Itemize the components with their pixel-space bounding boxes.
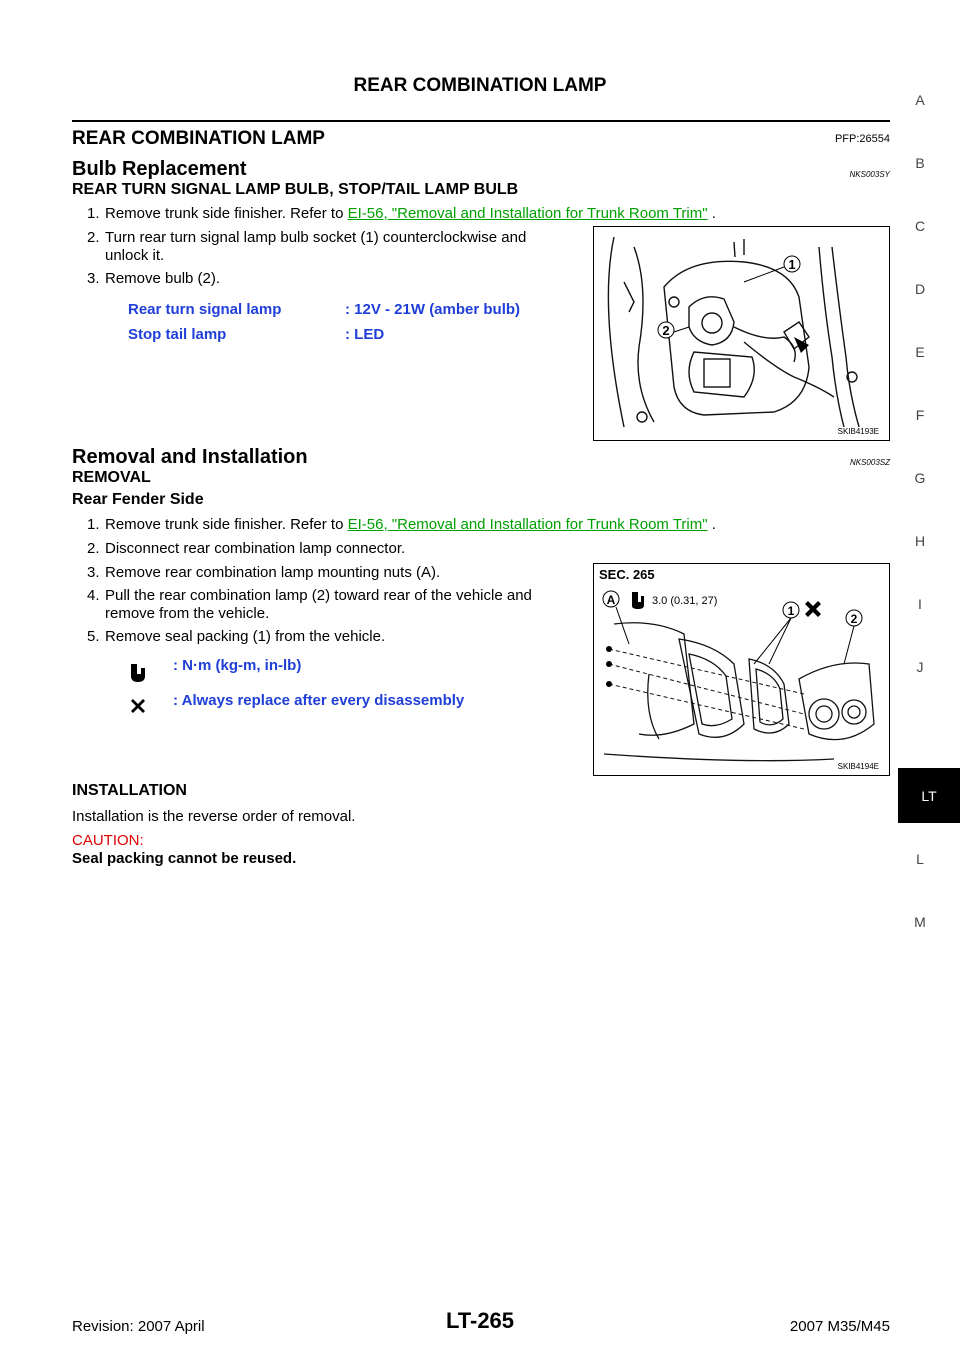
step-end: . xyxy=(711,516,716,533)
step-text: Remove rear combination lamp mounting nuts (A). xyxy=(105,564,441,581)
index-tab-lt-active[interactable]: LT xyxy=(898,768,960,823)
callout-1: 1 xyxy=(787,604,795,618)
removal-subtitle: REMOVAL xyxy=(72,469,151,486)
step-number: 3. xyxy=(87,564,100,581)
step-end: . xyxy=(711,205,716,222)
lamp-removal-illustration xyxy=(594,564,889,775)
bulb-step-1 xyxy=(87,205,827,223)
index-letter-c[interactable]: C xyxy=(914,218,926,234)
running-header: REAR COMBINATION LAMP xyxy=(353,75,607,96)
legend-replace-text: : Always replace after every disassembly xyxy=(173,692,465,709)
step-number: 1. xyxy=(87,516,100,533)
index-letter-e[interactable]: E xyxy=(915,344,925,360)
removal-step-1 xyxy=(87,516,827,534)
step-continuation: remove from the vehicle. xyxy=(105,605,270,622)
index-letter-g[interactable]: G xyxy=(914,470,926,486)
callout-1: 1 xyxy=(788,257,796,272)
bulb-replacement-heading: Bulb Replacement xyxy=(72,158,247,180)
rear-fender-side-heading: Rear Fender Side xyxy=(72,491,204,508)
step-text: Remove seal packing (1) from the vehicle. xyxy=(105,628,386,645)
index-letter-j[interactable]: J xyxy=(916,659,924,675)
step-continuation: unlock it. xyxy=(105,247,165,264)
spec-label-turn-signal: Rear turn signal lamp xyxy=(128,301,282,318)
step-number: 5. xyxy=(87,628,100,645)
installation-text: Installation is the reverse order of removal. xyxy=(72,808,356,825)
installation-heading: INSTALLATION xyxy=(72,782,187,799)
header-rule xyxy=(72,120,890,122)
replace-part-icon xyxy=(128,696,148,716)
legend-torque-text: : N·m (kg-m, in-lb) xyxy=(173,657,302,674)
bulb-subtitle: REAR TURN SIGNAL LAMP BULB, STOP/TAIL LAMP BULB xyxy=(72,181,519,198)
step-text: Remove bulb (2). xyxy=(105,270,221,287)
part-number: PFP:26554 xyxy=(834,133,890,145)
index-letter-b[interactable]: B xyxy=(915,155,925,171)
index-letter-a[interactable]: A xyxy=(915,92,925,108)
removal-step-5 xyxy=(87,628,577,646)
step-number: 2. xyxy=(87,540,100,557)
caution-label: CAUTION: xyxy=(72,832,144,849)
footer-model: 2007 M35/M45 xyxy=(789,1318,890,1335)
index-letter-m[interactable]: M xyxy=(914,914,926,930)
step-text: Remove trunk side finisher. Refer to xyxy=(105,516,344,533)
caution-text: Seal packing cannot be reused. xyxy=(72,850,297,867)
bulb-socket-illustration xyxy=(594,227,889,440)
step-text: Pull the rear combination lamp (2) toward rear of the vehicle and xyxy=(105,587,532,604)
footer-page-number: LT-265 xyxy=(445,1308,515,1333)
section-title: REAR COMBINATION LAMP xyxy=(72,128,325,149)
trunk-trim-link[interactable]: EI-56, "Removal and Installation for Trunk Room Trim" xyxy=(347,516,708,533)
callout-a: A xyxy=(606,593,616,607)
removal-step-3 xyxy=(87,564,577,582)
figure-code: SKIB4193E xyxy=(837,427,879,436)
callout-2: 2 xyxy=(662,323,670,338)
removal-installation-heading: Removal and Installation xyxy=(72,446,308,468)
step-number: 1. xyxy=(87,205,100,222)
bulb-socket-figure xyxy=(593,226,890,441)
removal-section-code: NKS003SZ xyxy=(849,458,890,467)
bulb-step-2 xyxy=(87,229,577,265)
index-letter-f[interactable]: F xyxy=(915,407,925,423)
removal-step-2 xyxy=(87,540,577,558)
step-number: 4. xyxy=(87,587,100,604)
figure-code: SKIB4194E xyxy=(837,762,879,771)
spec-value-stop-tail: : LED xyxy=(345,326,385,343)
bulb-section-code: NKS003SY xyxy=(849,170,890,179)
removal-step-4 xyxy=(87,587,577,623)
index-letter-d[interactable]: D xyxy=(914,281,926,297)
index-letter-i[interactable]: I xyxy=(918,596,922,612)
step-number: 2. xyxy=(87,229,100,246)
index-letter-h[interactable]: H xyxy=(914,533,926,549)
bulb-step-3 xyxy=(87,270,577,288)
step-text: Remove trunk side finisher. Refer to xyxy=(105,205,344,222)
step-text: Turn rear turn signal lamp bulb socket (1) counterclockwise and xyxy=(105,229,527,246)
lamp-removal-figure xyxy=(593,563,890,776)
spec-label-stop-tail: Stop tail lamp xyxy=(128,326,227,343)
step-number: 3. xyxy=(87,270,100,287)
callout-2: 2 xyxy=(850,612,858,626)
trunk-trim-link[interactable]: EI-56, "Removal and Installation for Trunk Room Trim" xyxy=(347,205,708,222)
step-text: Disconnect rear combination lamp connector. xyxy=(105,540,406,557)
torque-value: 3.0 (0.31, 27) xyxy=(652,595,718,607)
torque-wrench-icon xyxy=(128,662,148,684)
index-letter-l[interactable]: L xyxy=(916,851,924,867)
footer-revision: Revision: 2007 April xyxy=(72,1318,205,1335)
figure-section-label: SEC. 265 xyxy=(599,567,655,582)
spec-value-turn-signal: : 12V - 21W (amber bulb) xyxy=(345,301,521,318)
